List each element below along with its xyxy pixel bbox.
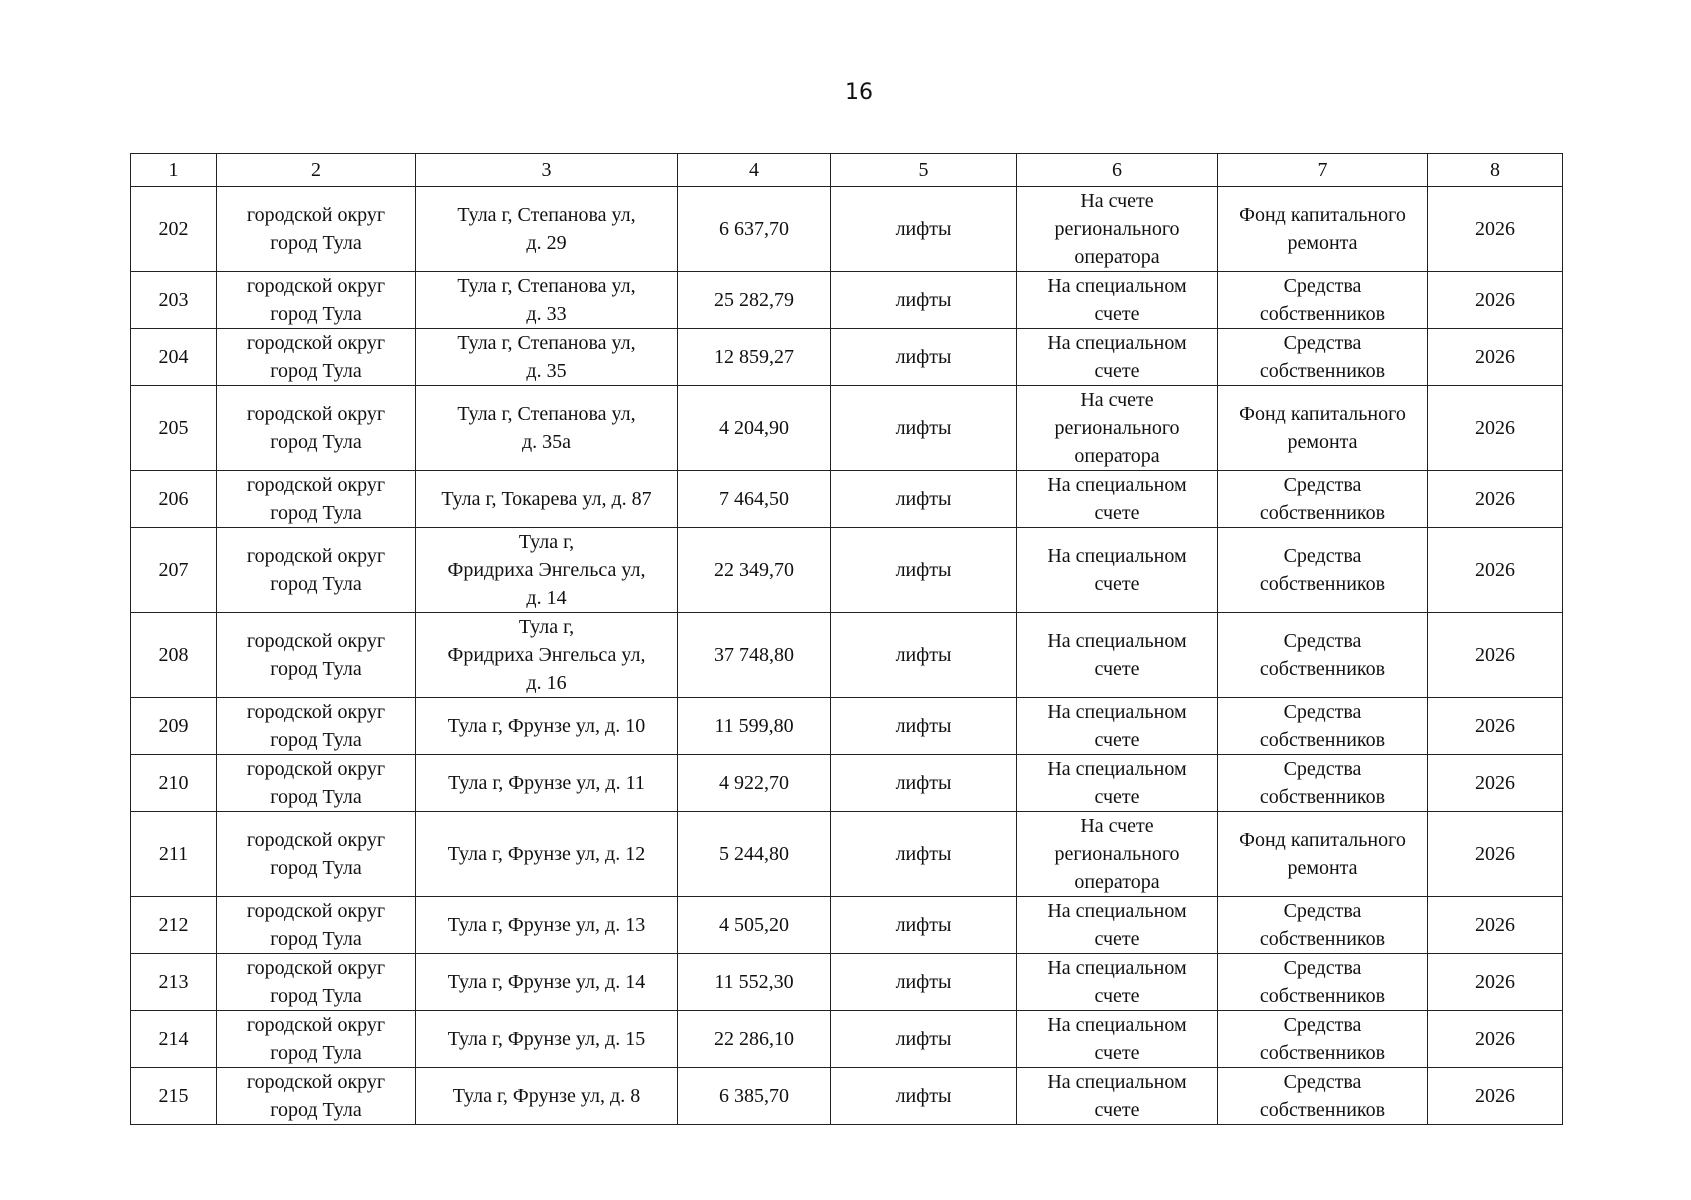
cell-text: Средства собственников [1259,701,1386,751]
cell-text: городской округ город Тула [246,957,386,1007]
municipality-cell [217,187,416,272]
cell-text: Средства собственников [1259,275,1386,325]
funding-source-cell [1218,187,1428,272]
funding-source-cell [1218,471,1428,528]
row-number-cell [131,897,217,954]
address-cell [416,187,678,272]
funding-source-cell [1218,528,1428,613]
address-cell [416,386,678,471]
municipality-cell [217,272,416,329]
cell-text: 2026 [1475,1085,1515,1107]
funding-source-cell [1218,698,1428,755]
cell-text: 5 244,80 [719,843,789,865]
cell-text: 2026 [1475,417,1515,439]
cell-text: лифты [895,417,952,439]
year-cell [1428,755,1563,812]
row-number-cell [131,812,217,897]
cell-text: 25 282,79 [714,289,794,311]
municipality-cell [217,528,416,613]
work-type-cell [831,613,1017,698]
cell-text: Средства собственников [1259,957,1386,1007]
address-cell [416,329,678,386]
cell-text: На специальном счете [1047,332,1187,382]
address-cell [416,698,678,755]
cell-text: лифты [895,843,952,865]
cell-text: 22 286,10 [714,1028,794,1050]
cell-text: 2026 [1475,715,1515,737]
cell-text: городской округ город Тула [246,403,386,453]
funding-source-cell [1218,954,1428,1011]
cell-text: лифты [895,914,952,936]
year-cell [1428,1068,1563,1125]
row-number-cell [131,1068,217,1125]
cell-text: лифты [895,218,952,240]
year-cell [1428,613,1563,698]
cell-text: 2026 [1475,346,1515,368]
cell-text: На специальном счете [1047,900,1187,950]
cell-text: 2026 [1475,914,1515,936]
work-type-cell [831,471,1017,528]
table-row [131,755,1563,812]
municipality-cell [217,698,416,755]
table-row [131,272,1563,329]
year-cell [1428,471,1563,528]
work-type-cell [831,187,1017,272]
fund-formation-cell [1017,755,1218,812]
year-cell [1428,1011,1563,1068]
table-row [131,954,1563,1011]
cell-text: Средства собственников [1259,332,1386,382]
cell-text: 4 922,70 [719,772,789,794]
cell-text: лифты [895,1085,952,1107]
cell-text: городской округ город Тула [246,332,386,382]
address-cell [416,1011,678,1068]
work-type-cell [831,1011,1017,1068]
municipality-cell [217,812,416,897]
cell-text: 6 637,70 [719,218,789,240]
address-cell [416,272,678,329]
cell-text: Средства собственников [1259,1014,1386,1064]
cell-text: Средства собственников [1259,630,1386,680]
cell-text: Фонд капитального ремонта [1239,829,1406,879]
work-type-cell [831,897,1017,954]
cell-text: лифты [895,715,952,737]
work-type-cell [831,1068,1017,1125]
column-header: 4 [678,154,831,187]
cell-text: городской округ город Тула [246,630,386,680]
cell-text: городской округ город Тула [246,204,386,254]
cell-text: Тула г, Фрунзе ул, д. 13 [447,914,646,936]
cost-cell [678,1011,831,1068]
fund-formation-cell [1017,1011,1218,1068]
funding-source-cell [1218,329,1428,386]
cell-text: 206 [158,488,189,510]
column-header: 8 [1428,154,1563,187]
row-number-cell [131,755,217,812]
cell-text: На специальном счете [1047,474,1187,524]
cost-cell [678,329,831,386]
column-number-row [131,154,1563,187]
funding-source-cell [1218,386,1428,471]
table-row [131,528,1563,613]
cell-text: лифты [895,289,952,311]
cell-text: Средства собственников [1259,900,1386,950]
cell-text: 2026 [1475,218,1515,240]
address-cell [416,897,678,954]
cell-text: городской округ город Тула [246,701,386,751]
cell-text: Тула г, Фридриха Энгельса ул, д. 14 [447,531,646,609]
cell-text: На специальном счете [1047,701,1187,751]
cell-text: Тула г, Фрунзе ул, д. 8 [452,1085,641,1107]
cell-text: 209 [158,715,189,737]
cell-text: Тула г, Фридриха Энгельса ул, д. 16 [447,616,646,694]
cell-text: 2026 [1475,1028,1515,1050]
table-row [131,1011,1563,1068]
funding-source-cell [1218,897,1428,954]
work-type-cell [831,755,1017,812]
cell-text: Средства собственников [1259,474,1386,524]
cell-text: 208 [158,644,189,666]
year-cell [1428,187,1563,272]
cell-text: Тула г, Степанова ул, д. 33 [457,275,636,325]
table-row [131,187,1563,272]
cell-text: На специальном счете [1047,545,1187,595]
cell-text: На специальном счете [1047,758,1187,808]
work-type-cell [831,272,1017,329]
cell-text: 7 464,50 [719,488,789,510]
cell-text: городской округ город Тула [246,758,386,808]
cell-text: 211 [158,843,189,865]
work-type-cell [831,528,1017,613]
cell-text: 4 204,90 [719,417,789,439]
cell-text: Тула г, Степанова ул, д. 35 [457,332,636,382]
cell-text: 37 748,80 [714,644,794,666]
row-number-cell [131,471,217,528]
row-number-cell [131,386,217,471]
cell-text: городской округ город Тула [246,474,386,524]
cell-text: 203 [158,289,189,311]
municipality-cell [217,897,416,954]
address-cell [416,954,678,1011]
row-number-cell [131,954,217,1011]
cell-text: Фонд капитального ремонта [1239,204,1406,254]
row-number-cell [131,329,217,386]
cell-text: 2026 [1475,488,1515,510]
cost-cell [678,897,831,954]
column-header: 2 [217,154,416,187]
fund-formation-cell [1017,386,1218,471]
cell-text: 207 [158,559,189,581]
address-cell [416,812,678,897]
column-header: 3 [416,154,678,187]
funding-source-cell [1218,272,1428,329]
cell-text: лифты [895,1028,952,1050]
cell-text: На специальном счете [1047,1014,1187,1064]
municipality-cell [217,386,416,471]
cost-cell [678,698,831,755]
table-body [131,187,1563,1125]
cell-text: 11 599,80 [714,715,794,737]
cell-text: 214 [158,1028,189,1050]
fund-formation-cell [1017,272,1218,329]
cell-text: Средства собственников [1259,758,1386,808]
cell-text: 2026 [1475,644,1515,666]
cost-cell [678,1068,831,1125]
table-row [131,386,1563,471]
fund-formation-cell [1017,471,1218,528]
column-header: 6 [1017,154,1218,187]
cell-text: Тула г, Токарева ул, д. 87 [441,488,652,510]
cell-text: 22 349,70 [714,559,794,581]
fund-formation-cell [1017,329,1218,386]
cell-text: На счете регионального оператора [1054,389,1180,467]
fund-formation-cell [1017,613,1218,698]
capital-repair-table [130,153,1563,1125]
work-type-cell [831,698,1017,755]
table-row [131,329,1563,386]
fund-formation-cell [1017,528,1218,613]
cell-text: На специальном счете [1047,1071,1187,1121]
year-cell [1428,812,1563,897]
cell-text: Тула г, Степанова ул, д. 29 [457,204,636,254]
funding-source-cell [1218,755,1428,812]
address-cell [416,528,678,613]
cell-text: На счете регионального оператора [1054,190,1180,268]
cell-text: Тула г, Фрунзе ул, д. 12 [447,843,646,865]
cell-text: городской округ город Тула [246,1014,386,1064]
cost-cell [678,755,831,812]
cell-text: 213 [158,971,189,993]
cell-text: Тула г, Фрунзе ул, д. 11 [448,772,645,794]
funding-source-cell [1218,812,1428,897]
row-number-cell [131,698,217,755]
cell-text: лифты [895,559,952,581]
fund-formation-cell [1017,954,1218,1011]
municipality-cell [217,755,416,812]
cell-text: городской округ город Тула [246,900,386,950]
table-row [131,613,1563,698]
cell-text: Средства собственников [1259,545,1386,595]
cell-text: лифты [895,971,952,993]
year-cell [1428,272,1563,329]
year-cell [1428,528,1563,613]
table-row [131,812,1563,897]
cost-cell [678,613,831,698]
cell-text: 4 505,20 [719,914,789,936]
cell-text: городской округ город Тула [246,1071,386,1121]
cost-cell [678,187,831,272]
row-number-cell [131,528,217,613]
cell-text: городской округ город Тула [246,829,386,879]
funding-source-cell [1218,1068,1428,1125]
cost-cell [678,272,831,329]
year-cell [1428,954,1563,1011]
work-type-cell [831,812,1017,897]
cell-text: На специальном счете [1047,275,1187,325]
year-cell [1428,897,1563,954]
cell-text: Тула г, Степанова ул, д. 35а [457,403,636,453]
row-number-cell [131,187,217,272]
cell-text: 204 [158,346,189,368]
address-cell [416,613,678,698]
municipality-cell [217,954,416,1011]
address-cell [416,1068,678,1125]
column-header: 7 [1218,154,1428,187]
cell-text: Тула г, Фрунзе ул, д. 14 [447,971,646,993]
work-type-cell [831,386,1017,471]
cell-text: 11 552,30 [714,971,794,993]
municipality-cell [217,329,416,386]
cell-text: На счете регионального оператора [1054,815,1180,893]
cell-text: 2026 [1475,559,1515,581]
cell-text: Тула г, Фрунзе ул, д. 15 [447,1028,646,1050]
row-number-cell [131,272,217,329]
cell-text: 12 859,27 [714,346,794,368]
cell-text: 205 [158,417,189,439]
cell-text: 2026 [1475,289,1515,311]
table-row [131,698,1563,755]
cell-text: лифты [895,488,952,510]
cost-cell [678,954,831,1011]
cell-text: городской округ город Тула [246,545,386,595]
cell-text: лифты [895,644,952,666]
cost-cell [678,812,831,897]
table-row [131,1068,1563,1125]
municipality-cell [217,471,416,528]
municipality-cell [217,613,416,698]
cell-text: 6 385,70 [719,1085,789,1107]
municipality-cell [217,1011,416,1068]
cell-text: Фонд капитального ремонта [1239,403,1406,453]
cell-text: 2026 [1475,772,1515,794]
cell-text: 215 [158,1085,189,1107]
address-cell [416,755,678,812]
cell-text: городской округ город Тула [246,275,386,325]
column-header: 5 [831,154,1017,187]
cost-cell [678,386,831,471]
fund-formation-cell [1017,897,1218,954]
cell-text: лифты [895,772,952,794]
address-cell [416,471,678,528]
page-number: 16 [845,80,873,105]
cell-text: На специальном счете [1047,957,1187,1007]
table-row [131,897,1563,954]
funding-source-cell [1218,1011,1428,1068]
cell-text: 210 [158,772,189,794]
cell-text: лифты [895,346,952,368]
cell-text: 202 [158,218,189,240]
column-header: 1 [131,154,217,187]
fund-formation-cell [1017,187,1218,272]
work-type-cell [831,954,1017,1011]
year-cell [1428,329,1563,386]
row-number-cell [131,1011,217,1068]
funding-source-cell [1218,613,1428,698]
cell-text: 212 [158,914,189,936]
municipality-cell [217,1068,416,1125]
cell-text: 2026 [1475,971,1515,993]
fund-formation-cell [1017,1068,1218,1125]
cost-cell [678,528,831,613]
fund-formation-cell [1017,698,1218,755]
year-cell [1428,386,1563,471]
row-number-cell [131,613,217,698]
cell-text: Тула г, Фрунзе ул, д. 10 [447,715,646,737]
cell-text: Средства собственников [1259,1071,1386,1121]
cost-cell [678,471,831,528]
fund-formation-cell [1017,812,1218,897]
cell-text: 2026 [1475,843,1515,865]
work-type-cell [831,329,1017,386]
cell-text: На специальном счете [1047,630,1187,680]
table-row [131,471,1563,528]
year-cell [1428,698,1563,755]
